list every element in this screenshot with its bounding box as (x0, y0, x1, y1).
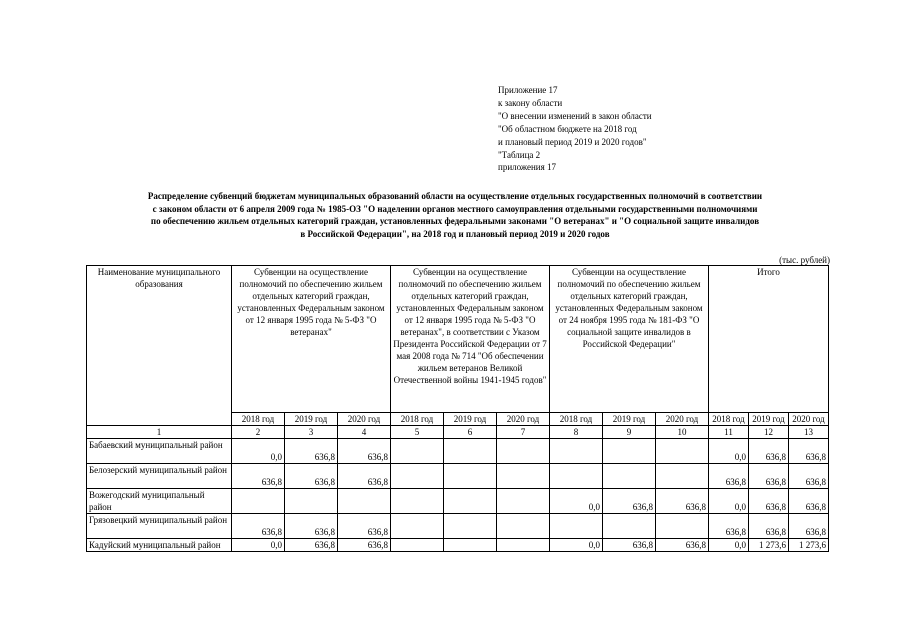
title-line: с законом области от 6 апреля 2009 года № 1985-ОЗ "О наделении органов местного самоуправления отдельными государственными полномочиями (152, 203, 758, 214)
header-year: 2018 год (550, 413, 603, 426)
value-cell (550, 514, 603, 539)
value-cell: 0,0 (709, 489, 749, 514)
municipality-name: Грязовецкий муниципальный район (87, 514, 232, 539)
value-cell (550, 439, 603, 464)
value-cell: 636,8 (749, 464, 789, 489)
column-number: 13 (789, 426, 829, 439)
value-cell: 636,8 (285, 439, 338, 464)
title-line: Распределение субвенций бюджетам муниципальных образований области на осуществление отдельных государственных полномочий в соответствии (147, 191, 763, 201)
appendix-line: Приложение 17 (498, 85, 558, 95)
value-cell (656, 439, 709, 464)
units-label: (тыс. рублей) (779, 255, 830, 265)
value-cell (391, 464, 444, 489)
value-cell: 636,8 (285, 539, 338, 552)
header-year: 2020 год (656, 413, 709, 426)
municipality-name: Кадуйский муниципальный район (87, 539, 232, 552)
appendix-line: к закону области (498, 97, 563, 108)
column-number: 12 (749, 426, 789, 439)
value-cell: 636,8 (789, 439, 829, 464)
value-cell: 636,8 (709, 514, 749, 539)
value-cell (603, 514, 656, 539)
value-cell (338, 489, 391, 514)
column-number: 1 (87, 426, 232, 439)
table-row (87, 439, 829, 464)
subventions-table (86, 265, 829, 552)
value-cell: 636,8 (285, 514, 338, 539)
value-cell: 636,8 (749, 439, 789, 464)
value-cell (497, 539, 550, 552)
value-cell (550, 464, 603, 489)
value-cell (444, 514, 497, 539)
header-group-veterans-wwii: Субвенции на осуществление полномочий по обеспечению жильем отдельных категорий граждан, установленных Федеральным законом от 12 января 1995 года № 5-ФЗ "О ветеранах", в соответствии с Указом Президента Российской Федерации от 7 мая 2008 года № 714 "Об обеспечении жильем ветеранов Великой Отечественной войны 1941-1945 годов" (391, 266, 550, 413)
table-row (87, 514, 829, 539)
value-cell: 636,8 (709, 464, 749, 489)
value-cell (497, 464, 550, 489)
header-year: 2019 год (603, 413, 656, 426)
value-cell (444, 489, 497, 514)
value-cell: 636,8 (232, 464, 285, 489)
municipality-name: Вожегодский муниципальный район (87, 489, 232, 514)
header-year: 2018 год (232, 413, 285, 426)
column-number: 10 (656, 426, 709, 439)
header-group-disabled: Субвенции на осуществление полномочий по обеспечению жильем отдельных категорий граждан, установленных Федеральным законом от 24 ноября 1995 года № 181-ФЗ "О социальной защите инвалидов в Российской Федерации" (550, 266, 709, 413)
value-cell: 636,8 (338, 539, 391, 552)
value-cell: 636,8 (232, 514, 285, 539)
header-year: 2020 год (338, 413, 391, 426)
table-row (87, 464, 829, 489)
column-number: 9 (603, 426, 656, 439)
value-cell: 636,8 (285, 464, 338, 489)
value-cell: 636,8 (789, 489, 829, 514)
value-cell (497, 514, 550, 539)
title-line: по обеспечению жильем отдельных категорий граждан, установленных федеральными законами "О ветеранах" и "О социальной защите инвалидов (150, 216, 760, 226)
value-cell (391, 514, 444, 539)
appendix-line: "О внесении изменений в закон области (498, 110, 652, 121)
title-line: в Российской Федерации", на 2018 год и плановый период 2019 и 2020 годов (300, 228, 610, 239)
value-cell (444, 439, 497, 464)
column-number: 11 (709, 426, 749, 439)
value-cell (391, 439, 444, 464)
column-number: 7 (497, 426, 550, 439)
header-year: 2020 год (789, 413, 829, 426)
value-cell: 0,0 (232, 439, 285, 464)
value-cell: 636,8 (749, 489, 789, 514)
header-year: 2019 год (749, 413, 789, 426)
value-cell (656, 514, 709, 539)
header-group-total: Итого (709, 266, 829, 413)
value-cell (285, 489, 338, 514)
table-body (87, 439, 829, 552)
value-cell: 636,8 (603, 489, 656, 514)
value-cell: 636,8 (338, 439, 391, 464)
value-cell: 0,0 (232, 539, 285, 552)
value-cell: 636,8 (603, 539, 656, 552)
value-cell (391, 539, 444, 552)
value-cell (497, 439, 550, 464)
value-cell (232, 489, 285, 514)
header-name: Наименование муниципального образования (87, 266, 232, 426)
header-group-veterans: Субвенции на осуществление полномочий по обеспечению жильем отдельных категорий граждан, установленных Федеральным законом от 12 января 1995 года № 5-ФЗ "О ветеранах" (232, 266, 391, 413)
header-year: 2018 год (391, 413, 444, 426)
value-cell: 1 273,6 (749, 539, 789, 552)
column-number: 8 (550, 426, 603, 439)
value-cell: 1 273,6 (789, 539, 829, 552)
appendix-line: и плановый период 2019 и 2020 годов" (498, 136, 647, 147)
value-cell (444, 464, 497, 489)
value-cell: 0,0 (550, 489, 603, 514)
column-number: 6 (444, 426, 497, 439)
header-year: 2020 год (497, 413, 550, 426)
value-cell (391, 489, 444, 514)
header-year: 2018 год (709, 413, 749, 426)
value-cell: 636,8 (338, 514, 391, 539)
municipality-name: Белозерский муниципальный район (87, 464, 232, 489)
value-cell: 0,0 (550, 539, 603, 552)
value-cell (603, 439, 656, 464)
appendix-block (498, 84, 758, 174)
header-year: 2019 год (285, 413, 338, 426)
value-cell: 636,8 (656, 489, 709, 514)
value-cell (444, 539, 497, 552)
value-cell: 0,0 (709, 539, 749, 552)
document-title (95, 190, 815, 240)
table-row (87, 489, 829, 514)
value-cell: 636,8 (749, 514, 789, 539)
value-cell (603, 464, 656, 489)
value-cell: 636,8 (656, 539, 709, 552)
value-cell: 0,0 (709, 439, 749, 464)
appendix-line: "Таблица 2 (498, 149, 541, 160)
value-cell: 636,8 (789, 514, 829, 539)
column-number: 3 (285, 426, 338, 439)
column-number: 5 (391, 426, 444, 439)
header-year: 2019 год (444, 413, 497, 426)
column-number: 4 (338, 426, 391, 439)
appendix-line: приложения 17 (498, 162, 557, 173)
municipality-name: Бабаевский муниципальный район (87, 439, 232, 464)
value-cell: 636,8 (338, 464, 391, 489)
value-cell (497, 489, 550, 514)
table-row (87, 539, 829, 552)
value-cell: 636,8 (789, 464, 829, 489)
column-number: 2 (232, 426, 285, 439)
appendix-line: "Об областном бюджете на 2018 год (498, 123, 637, 134)
value-cell (656, 464, 709, 489)
